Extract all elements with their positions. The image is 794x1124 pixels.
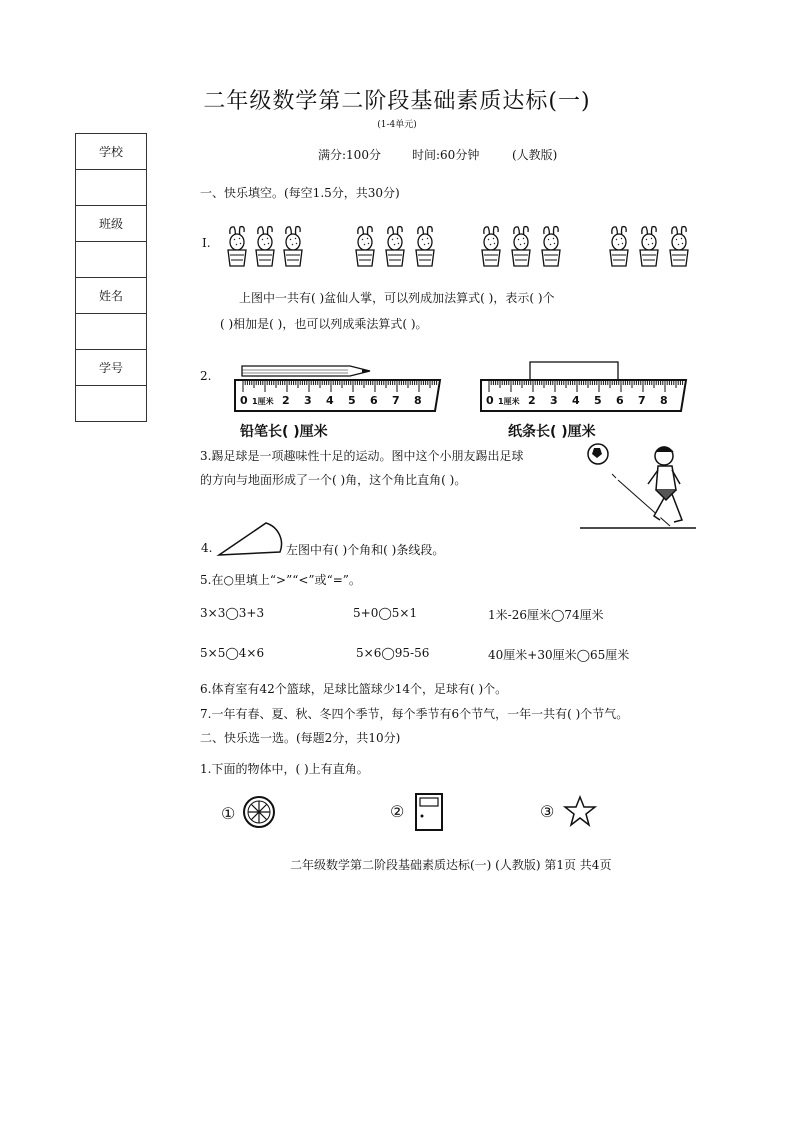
q5-item-5: 5×6◯95-56 [356,646,430,660]
ruler1-tick-2: 2 [282,394,290,407]
student-info-table [75,133,147,422]
student-id-field[interactable] [76,386,147,422]
student-id-label: 学号 [76,350,147,386]
ruler2-tick-3: 3 [550,394,558,407]
page-footer: 二年级数学第二阶段基础素质达标(一) (人教版) 第1页 共4页 [290,858,612,872]
strip-length-label: 纸条长( )厘米 [508,424,596,440]
q3-line1: 3.踢足球是一项趣味性十足的运动。图中这个小朋友踢出足球 [200,449,524,463]
school-field[interactable] [76,170,147,206]
pencil-length-label: 铅笔长( )厘米 [240,424,328,440]
time-text: 时间:60分钟 [412,148,480,162]
ruler1-tick-4: 4 [326,394,334,407]
q1-line1: 上图中一共有( )盆仙人掌，可以列成加法算式( )，表示( )个 [239,291,555,305]
cactus-group-4 [610,227,688,266]
soccer-kick-illustration [578,440,698,532]
q1-line2: ( )相加是( )，也可以列成乘法算式( )。 [220,317,428,331]
ruler1-tick-3: 3 [304,394,312,407]
soccer-ball-icon [588,444,608,464]
q1-number: I. [202,236,211,250]
ruler1-tick-7: 7 [392,394,400,407]
ruler1-tick-0: 0 [240,394,248,407]
q2-number-label: 2. [200,369,212,383]
q5-item-2: 5+0◯5×1 [353,606,418,620]
door-icon [414,792,444,832]
name-field[interactable] [76,314,147,350]
school-label: 学校 [76,134,147,170]
option-1-label: ① [221,804,236,823]
cactus-group-3 [482,227,560,266]
q7-text: 7.一年有春、夏、秋、冬四个季节，每个季节有6个节气，一年一共有( )个节气。 [200,707,629,721]
cactus-group-2 [356,227,434,266]
name-label: 姓名 [76,278,147,314]
ruler2-tick-2: 2 [528,394,536,407]
wheel-icon [242,795,276,829]
page-subtitle: (1-4单元) [377,120,417,130]
q4-text: 左图中有( )个角和( )条线段。 [286,543,445,557]
q5-item-4: 5×5◯4×6 [200,646,265,660]
pencil-ruler [230,356,450,416]
ruler1-tick-1: 1厘米 [252,397,274,406]
q6-text: 6.体育室有42个篮球，足球比篮球少14个，足球有( )个。 [200,682,508,696]
ruler2-tick-5: 5 [594,394,602,407]
star-icon [563,795,597,827]
cactus-group-1 [228,227,302,266]
q5-prompt: 5.在○里填上“>”“<”或“=”。 [200,573,361,587]
ruler2-tick-1: 1厘米 [498,397,520,406]
q5-item-1: 3×3◯3+3 [200,606,265,620]
ruler2-tick-0: 0 [486,394,494,407]
edition-text: (人教版) [512,148,558,162]
q5-item-3: 1米-26厘米◯74厘米 [488,608,604,622]
ruler2-tick-4: 4 [572,394,580,407]
section1-heading: 一、快乐填空。(每空1.5分，共30分) [200,186,400,200]
score-text: 满分:100分 [318,148,381,162]
class-label: 班级 [76,206,147,242]
ruler2-tick-8: 8 [660,394,668,407]
option-3-label: ③ [540,802,555,821]
cactus-illustration [225,222,705,270]
q3-line2: 的方向与地面形成了一个( )角，这个角比直角( )。 [200,473,467,487]
ruler1-tick-5: 5 [348,394,356,407]
page-title: 二年级数学第二阶段基础素质达标(一) [203,89,591,114]
q4-number: 4. [201,541,213,555]
strip-ruler [476,356,696,416]
s2-q1-text: 1.下面的物体中，( )上有直角。 [200,762,369,776]
class-field[interactable] [76,242,147,278]
ruler2-tick-7: 7 [638,394,646,407]
ruler1-tick-6: 6 [370,394,378,407]
ruler2-tick-6: 6 [616,394,624,407]
option-2-label: ② [390,802,405,821]
sector-shape-figure [216,518,286,560]
ruler1-tick-8: 8 [414,394,422,407]
q5-item-6: 40厘米+30厘米◯65厘米 [488,648,630,662]
section2-heading: 二、快乐选一选。(每题2分，共10分) [200,731,401,745]
